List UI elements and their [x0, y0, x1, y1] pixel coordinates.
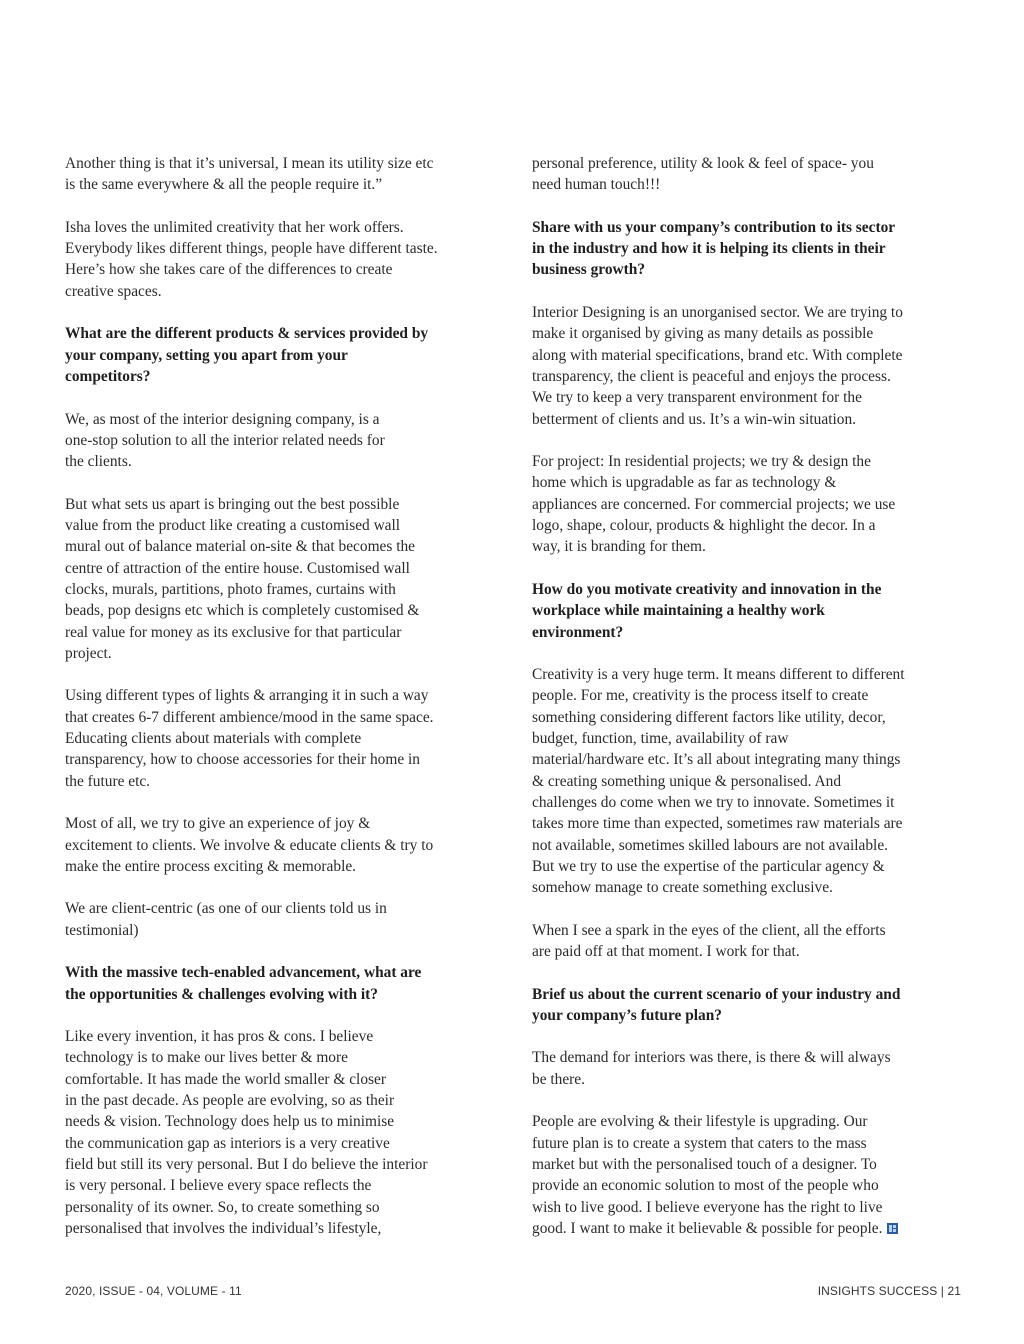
end-of-article-logo-icon [887, 1223, 898, 1234]
final-paragraph-text: People are evolving & their lifestyle is upgrading. Our future plan is to create a system that caters to the mass market but with the personalised touch of a designer. To provide an economic solution to most of the people who wish to live good. I believe everyone has the right to live good. I want to make it believable & possible for people. [532, 1113, 883, 1237]
final-paragraph [532, 1111, 964, 1239]
interview-question: Brief us about the current scenario of your industry and your company’s future plan? [532, 985, 901, 1024]
footer-issue-info: 2020, ISSUE - 04, VOLUME - 11 [65, 1284, 242, 1298]
interview-question: What are the different products & services provided by your company, setting you apart from your competitors? [65, 325, 429, 385]
paragraph: For project: In residential projects; we try & design the home which is upgradable as far as technology & appliances are concerned. For commercial projects; we use logo, shape, colour, products & highlight the decor. In a way, it is branding for them. [532, 453, 896, 556]
paragraph: personal preference, utility & look & feel of space- you need human touch!!! [532, 155, 874, 194]
right-column [532, 153, 964, 1260]
paragraph: Like every invention, it has pros & cons. I believe technology is to make our lives better & more comfortable. It has made the world smaller & closer in the past decade. As people are evolving, so as their needs & vision. Technology does help us to minimise the communication gap as interiors is a very creative field but still its very personal. But I do believe the interior is very personal. I believe every space reflects the personality of its owner. So, to create something so personalised that involves the individual’s lifestyle, [65, 1028, 428, 1237]
paragraph: The demand for interiors was there, is there & will always be there. [532, 1049, 891, 1088]
interview-question: How do you motivate creativity and innovation in the workplace while maintaining a healthy work environment? [532, 580, 882, 641]
paragraph: Creativity is a very huge term. It means different to different people. For me, creativity is the process itself to create something considering different factors like utility, decor, budget, function, time, availability of raw material/hardware etc. It’s all about integrating many things & creating something unique & personalised. And challenges do come when we try to innovate. Sometimes it takes more time than expected, sometimes raw materials are not available, sometimes skilled labours are not available. But we try to use the expertise of the particular agency & somehow manage to create something exclusive. [532, 666, 905, 897]
interview-question: With the massive tech-enabled advancement, what are the opportunities & challenges evolving with it? [65, 964, 422, 1003]
paragraph: We, as most of the interior designing company, is a one-stop solution to all the interior related needs for the clients. [65, 410, 385, 471]
paragraph: Isha loves the unlimited creativity that her work offers. Everybody likes different things, people have different taste. Here’s how she takes care of the differences to create creative spaces. [65, 218, 438, 300]
paragraph: Interior Designing is an unorganised sector. We are trying to make it organised by giving as many details as possible along with material specifications, brand etc. With complete transparency, the client is peaceful and enjoys the process. We try to keep a very transparent environment for the betterment of clients and us. It’s a win-win situation. [532, 304, 903, 428]
paragraph: Using different types of lights & arranging it in such a way that creates 6-7 different ambience/mood in the same space. Educating clients about materials with complete transparency, how to choose accessories for their home in the future etc. [65, 687, 434, 790]
interview-question: Share with us your company’s contribution to its sector in the industry and how it is helping its clients in their business growth? [532, 218, 896, 279]
paragraph: But what sets us apart is bringing out the best possible value from the product like creating a customised wall mural out of balance material on-site & that becomes the centre of attraction of the entire house. Customised wall clocks, murals, partitions, photo frames, curtains with beads, pop designs etc which is completely customised & real value for money as its exclusive for that particular project. [65, 495, 420, 662]
left-column [65, 153, 497, 1260]
paragraph: When I see a spark in the eyes of the client, all the efforts are paid off at that moment. I work for that. [532, 921, 886, 960]
paragraph: We are client-centric (as one of our clients told us in testimonial) [65, 900, 387, 939]
paragraph: Another thing is that it’s universal, I mean its utility size etc is the same everywhere & all the people require it.” [65, 155, 434, 194]
paragraph: Most of all, we try to give an experience of joy & excitement to clients. We involve & educate clients & try to make the entire process exciting & memorable. [65, 815, 434, 875]
footer-page-info: INSIGHTS SUCCESS | 21 [817, 1284, 961, 1298]
